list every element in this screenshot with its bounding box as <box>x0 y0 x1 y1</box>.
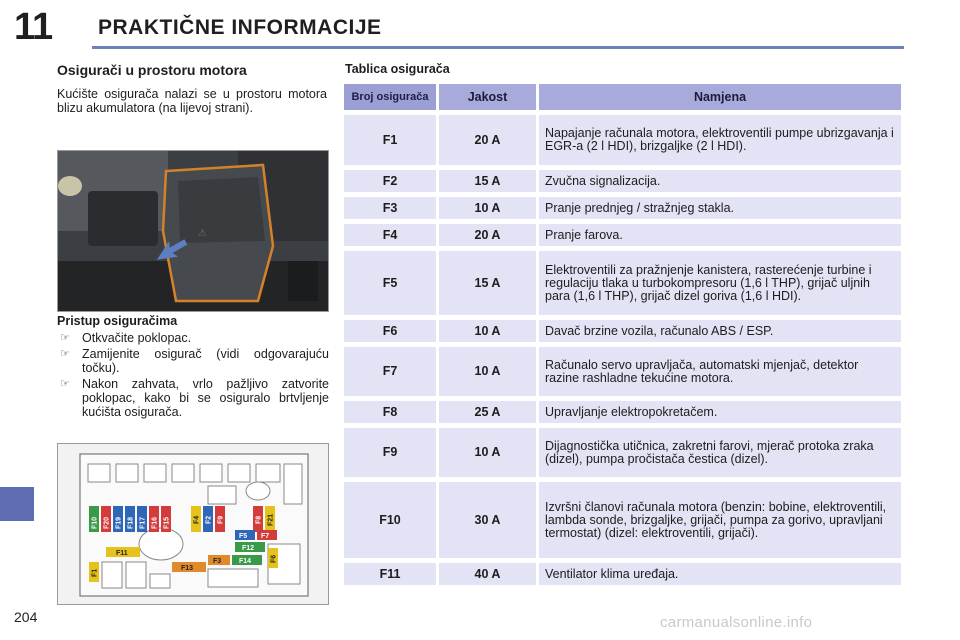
step-item <box>57 347 329 375</box>
fuse-label: F18 <box>127 516 135 529</box>
purpose-cell: Davač brzine vozila, računalo ABS / ESP. <box>539 320 901 342</box>
amperage-cell: 30 A <box>439 482 536 558</box>
table-row <box>344 115 904 165</box>
header-purpose: Namjena <box>539 84 901 110</box>
chapter-side-tab <box>0 487 34 521</box>
intro-paragraph: Kućište osigurača nalazi se u prostoru motora blizu akumulatora (na lijevoj strani). <box>57 87 327 115</box>
engine-bay-photo <box>57 150 329 312</box>
watermark: carmanualsonline.info <box>660 614 813 631</box>
fuse-label: F2 <box>205 515 213 524</box>
amperage-cell: 20 A <box>439 224 536 246</box>
amperage-cell: 10 A <box>439 320 536 342</box>
step-item <box>57 331 329 345</box>
fuse-number-cell: F9 <box>344 428 436 477</box>
purpose-cell: Računalo servo upravljača, automatski mjenjač, detektor razine rashladne tekućine motora. <box>539 347 901 396</box>
access-steps <box>57 331 329 421</box>
table-row <box>344 347 904 396</box>
amperage-cell: 15 A <box>439 170 536 192</box>
fuse-number-cell: F4 <box>344 224 436 246</box>
fuse-label: F21 <box>267 513 275 526</box>
chapter-title: PRAKTIČNE INFORMACIJE <box>98 16 382 39</box>
header-rule <box>92 46 904 49</box>
purpose-cell: Pranje farova. <box>539 224 901 246</box>
purpose-cell: Pranje prednjeg / stražnjeg stakla. <box>539 197 901 219</box>
step-text: Zamijenite osigurač (vidi odgovarajuću točku). <box>82 347 329 375</box>
fuse-label: F11 <box>116 550 128 557</box>
fuse-number-cell: F10 <box>344 482 436 558</box>
section-title: Osigurači u prostoru motora <box>57 62 247 78</box>
table-title: Tablica osigurača <box>345 62 450 76</box>
fuse-label: F3 <box>213 558 222 565</box>
fuse-label: F20 <box>103 516 111 529</box>
fuse-label: F17 <box>139 516 147 529</box>
fuse-number-cell: F5 <box>344 251 436 315</box>
step-text: Nakon zahvata, vrlo pažljivo zatvorite poklopac, kako bi se osiguralo brtvljenje kućišta osigurača. <box>82 377 329 419</box>
fuse-label: F4 <box>193 515 201 524</box>
fuse-label: F19 <box>115 516 123 529</box>
chapter-number: 11 <box>14 6 53 48</box>
fuse-label: F12 <box>242 545 255 552</box>
table-row <box>344 251 904 315</box>
amperage-cell: 10 A <box>439 347 536 396</box>
fuse-label: F1 <box>91 568 99 577</box>
amperage-cell: 10 A <box>439 428 536 477</box>
table-row <box>344 563 904 585</box>
fuse-number-cell: F1 <box>344 115 436 165</box>
table-row <box>344 401 904 423</box>
table-header <box>344 84 904 110</box>
amperage-cell: 40 A <box>439 563 536 585</box>
table-row <box>344 428 904 477</box>
table-row <box>344 224 904 246</box>
fuse-number-cell: F11 <box>344 563 436 585</box>
fuse-label: F7 <box>261 533 270 540</box>
access-title: Pristup osiguračima <box>57 314 178 328</box>
purpose-cell: Izvršni članovi računala motora (benzin: bobine, elektroventili, lambda sonde, brizgaljke, grijači, pumpa za gorivo, upravljani termostat) (dizel: elektroventili, grijači). <box>539 482 901 558</box>
fuse-number-cell: F7 <box>344 347 436 396</box>
svg-text:⚠: ⚠ <box>198 228 207 239</box>
fuse-label: F9 <box>217 515 225 524</box>
table-row <box>344 170 904 192</box>
purpose-cell: Upravljanje elektropokretačem. <box>539 401 901 423</box>
pointing-hand-icon: ☞ <box>60 332 70 344</box>
fuse-label: F6 <box>270 554 278 563</box>
purpose-cell: Dijagnostička utičnica, zakretni farovi, mjerač protoka zraka (dizel), pumpa pročistača čestica (dizel). <box>539 428 901 477</box>
step-text: Otkvačite poklopac. <box>82 331 192 345</box>
purpose-cell: Napajanje računala motora, elektroventili pumpe ubrizgavanja i EGR-a (2 l HDI), brizgaljke (2 l HDI). <box>539 115 901 165</box>
fuse-label: F5 <box>239 533 248 540</box>
fuse-label: F16 <box>151 516 159 529</box>
fuse-number-cell: F8 <box>344 401 436 423</box>
fuse-box-diagram <box>57 443 329 605</box>
pointing-hand-icon: ☞ <box>60 348 70 360</box>
header-amperage: Jakost <box>439 84 536 110</box>
pointing-hand-icon: ☞ <box>60 378 70 390</box>
amperage-cell: 15 A <box>439 251 536 315</box>
purpose-cell: Ventilator klima uređaja. <box>539 563 901 585</box>
amperage-cell: 25 A <box>439 401 536 423</box>
step-item <box>57 377 329 419</box>
fuse-number-cell: F2 <box>344 170 436 192</box>
fuse-number-cell: F3 <box>344 197 436 219</box>
fuse-label: F15 <box>163 516 171 529</box>
fuse-label: F10 <box>91 516 99 529</box>
fuse-table <box>344 84 904 590</box>
header-fuse-number: Broj osigurača <box>344 84 436 110</box>
fuse-label: F13 <box>181 565 194 572</box>
amperage-cell: 10 A <box>439 197 536 219</box>
fuse-label: F14 <box>239 558 252 565</box>
purpose-cell: Elektroventili za pražnjenje kanistera, rasterećenje turbine i regulaciju tlaka u turbokompresoru (1,6 l THP), grijač uljnih para (1,6 l THP), grijač dizel goriva (1,6 l HDI). <box>539 251 901 315</box>
page-number: 204 <box>14 609 38 625</box>
fuse-label: F8 <box>255 515 263 524</box>
table-row <box>344 482 904 558</box>
fuse-number-cell: F6 <box>344 320 436 342</box>
purpose-cell: Zvučna signalizacija. <box>539 170 901 192</box>
table-row <box>344 197 904 219</box>
amperage-cell: 20 A <box>439 115 536 165</box>
table-row <box>344 320 904 342</box>
